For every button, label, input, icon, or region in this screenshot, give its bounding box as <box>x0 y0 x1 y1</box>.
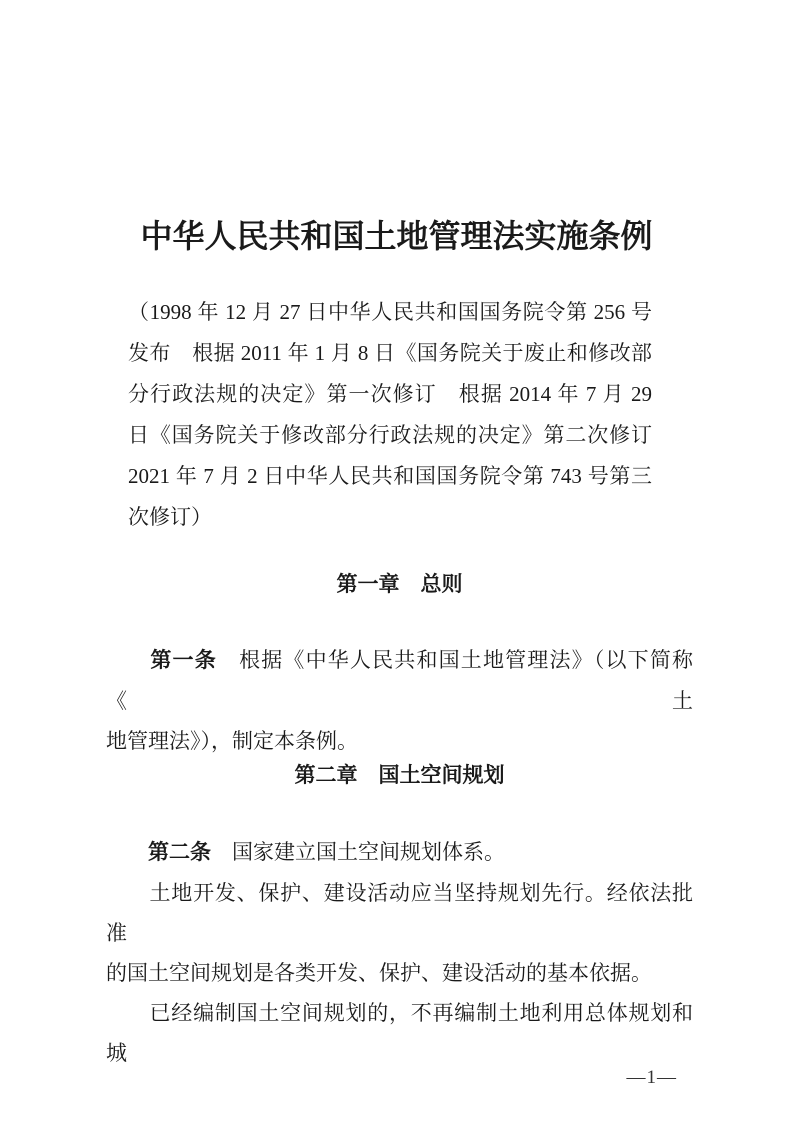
page-number: —1— <box>626 1067 677 1088</box>
text-line <box>106 832 693 873</box>
text-line <box>106 953 693 993</box>
text-segment: 地管理法》），制定本条例。 <box>106 729 358 753</box>
article-2-paragraphs <box>106 832 693 1073</box>
text-segment: 已经编制国土空间规划的，不再编制土地利用总体规划和城 <box>106 1001 693 1065</box>
text-segment: 的国土空间规划是各类开发、保护、建设活动的基本依据。 <box>106 961 652 985</box>
text-segment: 次修订） <box>128 505 212 529</box>
text-segment: （1998 年 12 月 27 日中华人民共和国国务院令第 256 号 <box>128 300 652 324</box>
text-segment: 2021 年 7 月 2 日中华人民共和国国务院令第 743 号第三 <box>128 464 652 488</box>
promulgation-note <box>128 292 652 538</box>
article-1-paragraph <box>106 640 693 761</box>
article-number-label: 第一条 <box>150 649 217 672</box>
text-line <box>128 456 652 497</box>
chapter-heading-2: 第二章 国土空间规划 <box>294 764 505 787</box>
text-line <box>128 333 652 374</box>
text-segment <box>106 840 148 864</box>
document-title: 中华人民共和国土地管理法实施条例 <box>140 218 653 254</box>
text-line <box>128 374 652 415</box>
text-line <box>106 993 693 1073</box>
text-line <box>128 415 652 456</box>
text-segment: 根据《中华人民共和国土地管理法》（以下简称《土 <box>106 648 694 713</box>
text-line <box>106 873 693 953</box>
text-segment: 土地开发、保护、建设活动应当坚持规划先行。经依法批准 <box>106 881 693 945</box>
text-line <box>106 640 693 721</box>
chapter-heading-1: 第一章 总则 <box>336 573 463 596</box>
text-line <box>106 721 693 761</box>
text-segment: 分行政法规的决定》第一次修订 根据 2014 年 7 月 29 <box>128 382 652 406</box>
text-segment <box>106 648 150 672</box>
text-line <box>128 292 652 333</box>
text-segment: 国家建立国土空间规划体系。 <box>211 840 505 864</box>
article-number-label: 第二条 <box>148 841 211 864</box>
text-line <box>128 497 652 538</box>
text-segment: 发布 根据 2011 年 1 月 8 日《国务院关于废止和修改部 <box>128 341 652 365</box>
text-segment: 日《国务院关于修改部分行政法规的决定》第二次修订 <box>128 423 652 447</box>
